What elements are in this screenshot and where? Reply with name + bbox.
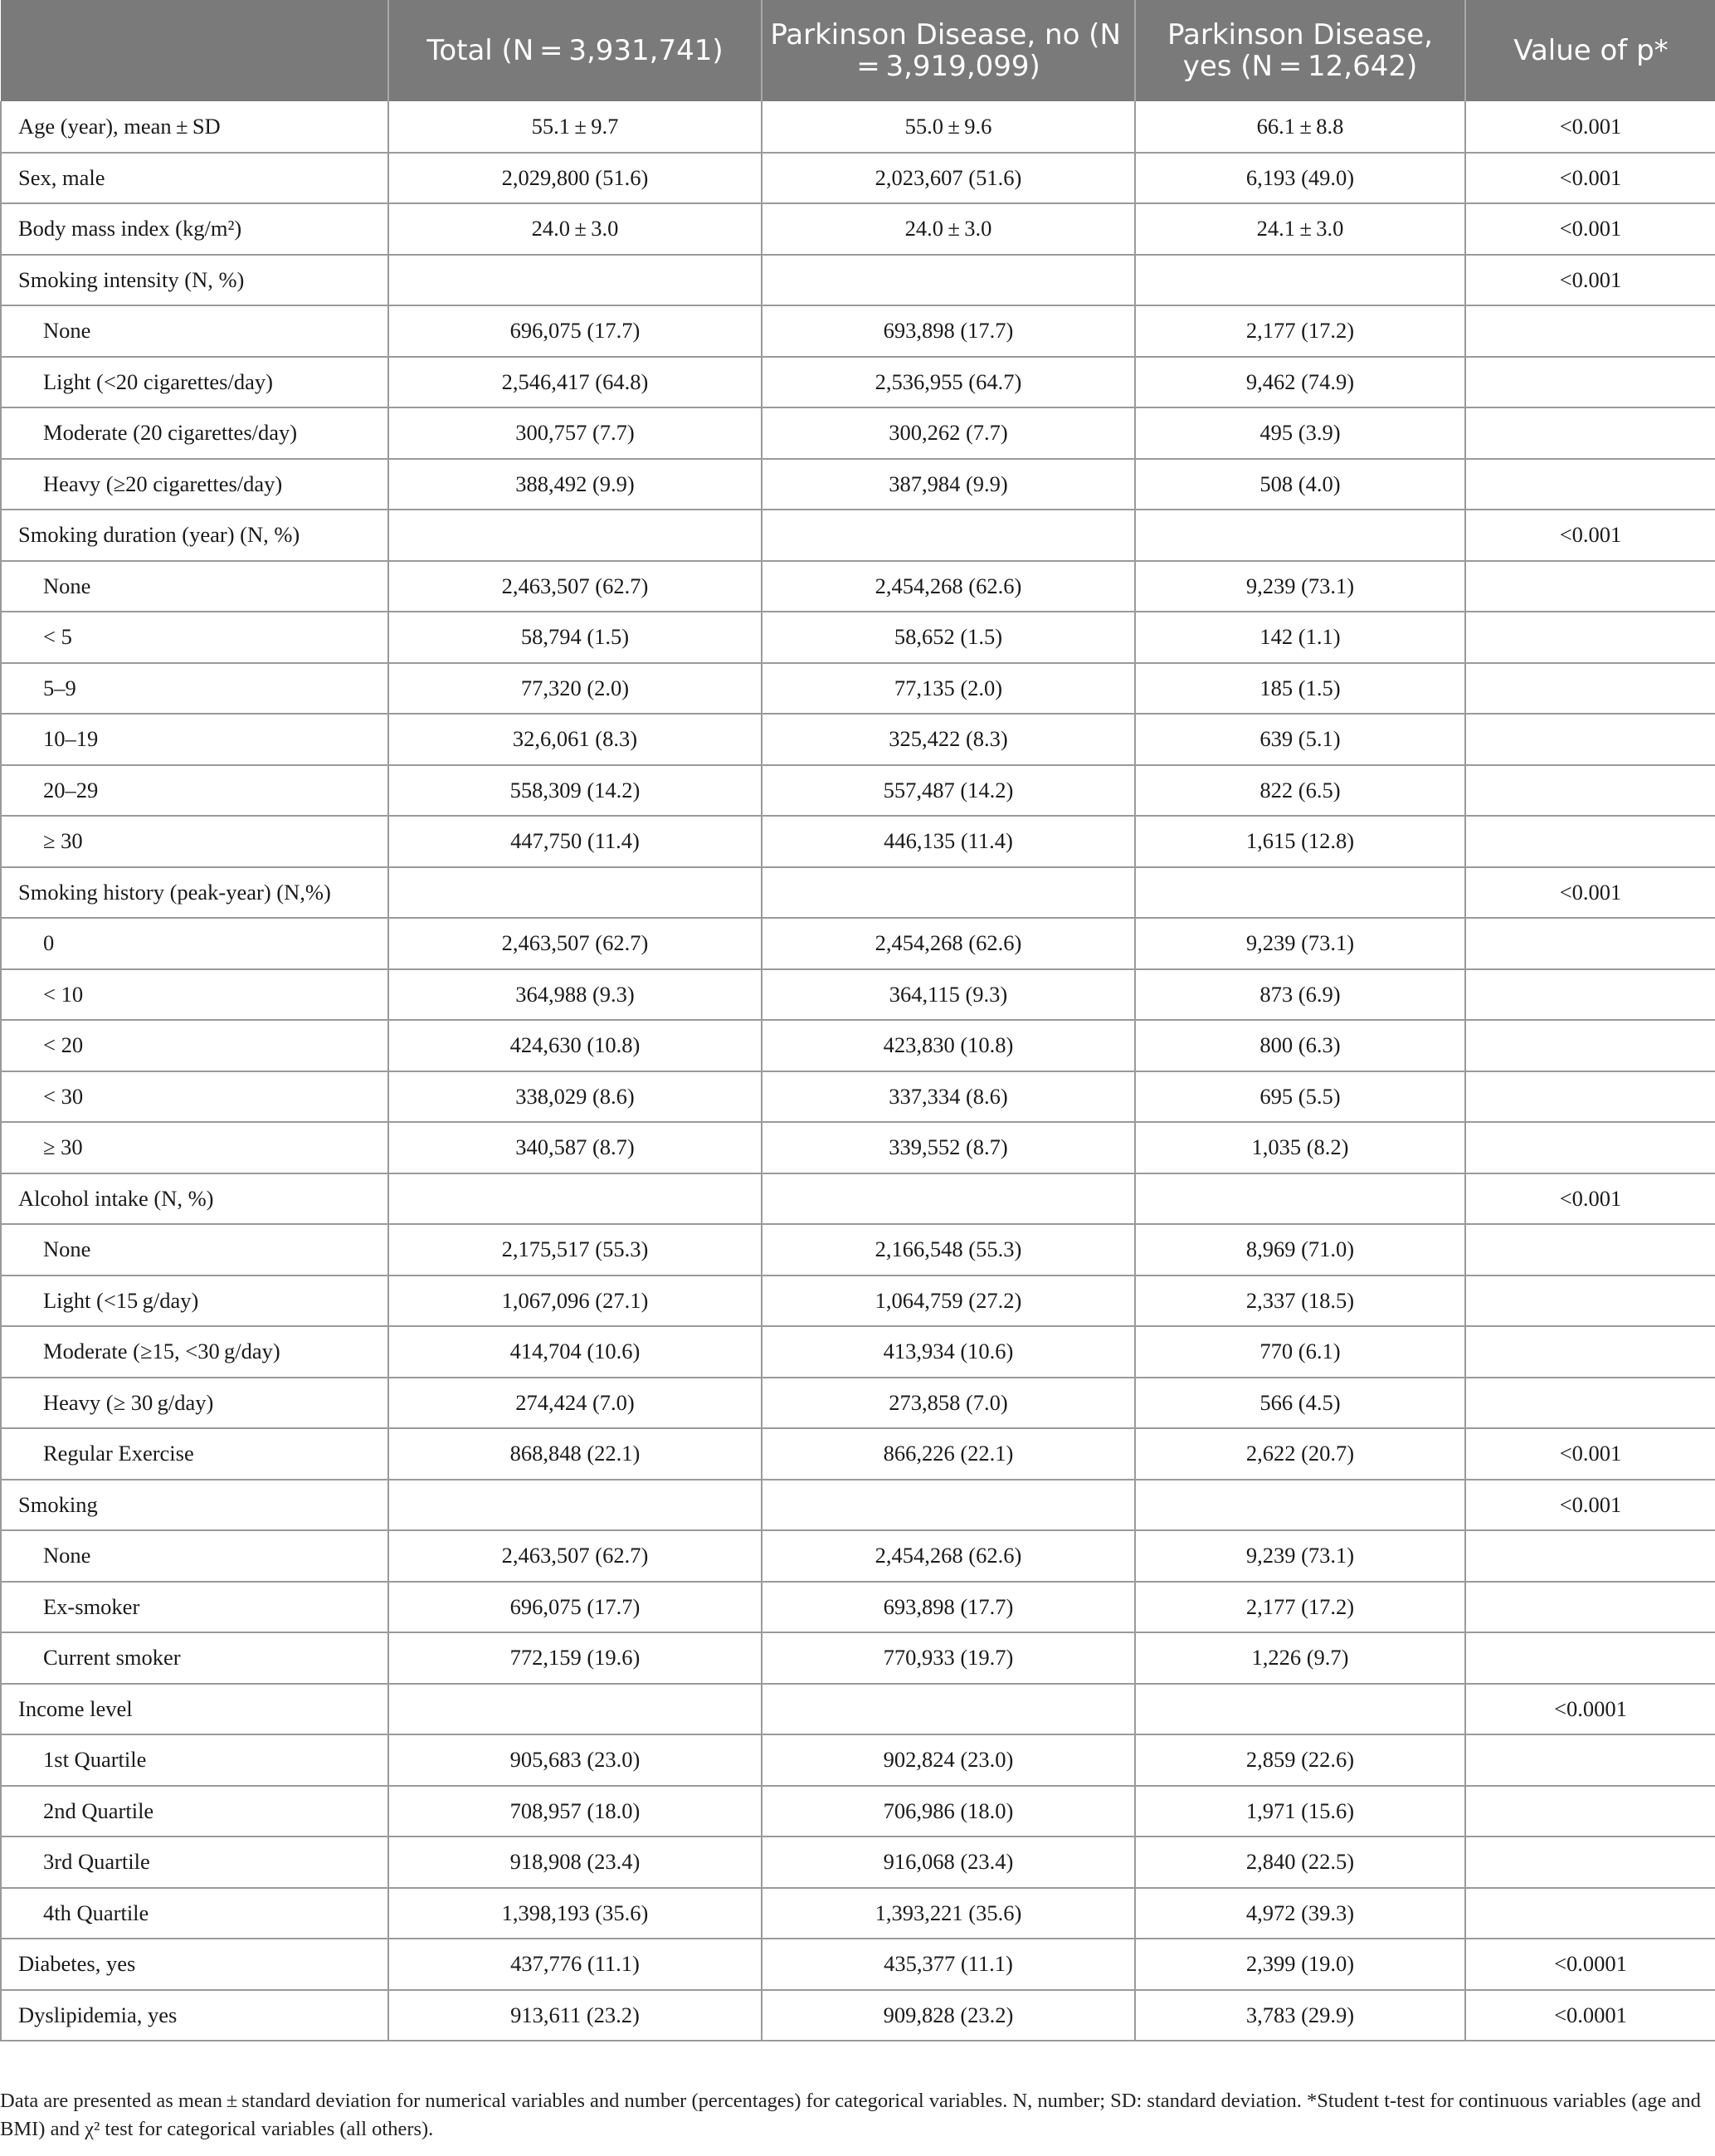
pd-no-cell: 1,393,221 (35.6) [762,1888,1135,1939]
total-cell: 2,029,800 (51.6) [388,153,762,204]
table-row [1,1530,1715,1582]
total-cell: 708,957 (18.0) [388,1786,762,1837]
pd-yes-cell: 2,337 (18.5) [1135,1276,1465,1327]
pd-yes-cell: 2,840 (22.5) [1135,1837,1465,1888]
table-row [1,1224,1715,1276]
p-value-cell [1465,1122,1715,1173]
p-value-cell: <0.001 [1465,255,1715,306]
pd-yes-cell: 2,177 (17.2) [1135,305,1465,357]
header-pd-yes: Parkinson Disease, yes (N = 12,642) [1135,0,1465,101]
pd-yes-cell: 1,971 (15.6) [1135,1786,1465,1837]
pd-no-cell: 273,858 (7.0) [762,1378,1135,1429]
table-row [1,153,1715,204]
p-value-cell [1465,714,1715,765]
p-value-cell [1465,1020,1715,1071]
table-row [1,1990,1715,2041]
pd-no-cell: 916,068 (23.4) [762,1837,1135,1888]
pd-no-cell: 325,422 (8.3) [762,714,1135,765]
variable-cell: Moderate (20 cigarettes/day) [1,407,388,459]
table-row [1,1173,1715,1225]
pd-yes-cell: 2,859 (22.6) [1135,1734,1465,1786]
total-cell: 918,908 (23.4) [388,1837,762,1888]
pd-no-cell: 2,536,955 (64.7) [762,357,1135,408]
pd-no-cell: 557,487 (14.2) [762,765,1135,817]
pd-no-cell [762,510,1135,561]
variable-cell: 0 [1,918,388,969]
table-row [1,663,1715,715]
variable-cell: Heavy (≥20 cigarettes/day) [1,459,388,510]
table-row [1,969,1715,1021]
pd-no-cell: 77,135 (2.0) [762,663,1135,715]
table-row [1,765,1715,817]
p-value-cell: <0.001 [1465,101,1715,153]
variable-cell: Heavy (≥ 30 g/day) [1,1378,388,1429]
pd-yes-cell: 822 (6.5) [1135,765,1465,817]
pd-yes-cell: 508 (4.0) [1135,459,1465,510]
variable-cell: Light (<15 g/day) [1,1276,388,1327]
total-cell: 32,6,061 (8.3) [388,714,762,765]
total-cell: 696,075 (17.7) [388,1582,762,1633]
variable-cell: < 10 [1,969,388,1021]
p-value-cell [1465,1530,1715,1582]
variable-cell: Alcohol intake (N, %) [1,1173,388,1225]
table-row [1,1837,1715,1888]
header-pd-no: Parkinson Disease, no (N = 3,919,099) [762,0,1135,101]
total-cell: 414,704 (10.6) [388,1326,762,1378]
p-value-cell [1465,407,1715,459]
total-cell: 58,794 (1.5) [388,612,762,663]
p-value-cell [1465,1071,1715,1123]
p-value-cell [1465,1632,1715,1684]
pd-yes-cell: 6,193 (49.0) [1135,153,1465,204]
variable-cell: None [1,305,388,357]
p-value-cell: <0.0001 [1465,1990,1715,2041]
pd-no-cell [762,1684,1135,1735]
pd-yes-cell: 9,239 (73.1) [1135,1530,1465,1582]
table-row [1,407,1715,459]
total-cell [388,867,762,919]
pd-yes-cell: 9,462 (74.9) [1135,357,1465,408]
pd-no-cell: 902,824 (23.0) [762,1734,1135,1786]
p-value-cell [1465,918,1715,969]
total-cell: 2,175,517 (55.3) [388,1224,762,1276]
p-value-cell [1465,1378,1715,1429]
variable-cell: Current smoker [1,1632,388,1684]
table-header-row [1,0,1715,101]
pd-yes-cell: 800 (6.3) [1135,1020,1465,1071]
pd-yes-cell: 142 (1.1) [1135,612,1465,663]
p-value-cell: <0.0001 [1465,1939,1715,1990]
pd-yes-cell: 66.1 ± 8.8 [1135,101,1465,153]
pd-no-cell: 387,984 (9.9) [762,459,1135,510]
p-value-cell [1465,1888,1715,1939]
variable-cell: < 20 [1,1020,388,1071]
variable-cell: 4th Quartile [1,1888,388,1939]
table-row [1,1428,1715,1480]
pd-yes-cell [1135,867,1465,919]
pd-no-cell: 1,064,759 (27.2) [762,1276,1135,1327]
variable-cell: None [1,1530,388,1582]
pd-no-cell: 364,115 (9.3) [762,969,1135,1021]
variable-cell: Smoking intensity (N, %) [1,255,388,306]
total-cell [388,1173,762,1225]
pd-yes-cell: 185 (1.5) [1135,663,1465,715]
pd-yes-cell: 873 (6.9) [1135,969,1465,1021]
pd-yes-cell: 695 (5.5) [1135,1071,1465,1123]
pd-no-cell: 446,135 (11.4) [762,816,1135,867]
table-row [1,816,1715,867]
table-row [1,459,1715,510]
pd-no-cell: 706,986 (18.0) [762,1786,1135,1837]
pd-no-cell: 2,023,607 (51.6) [762,153,1135,204]
pd-no-cell [762,1480,1135,1531]
table-row [1,203,1715,255]
pd-no-cell: 2,454,268 (62.6) [762,1530,1135,1582]
table-row [1,612,1715,663]
table-row [1,1734,1715,1786]
variable-cell: Sex, male [1,153,388,204]
pd-yes-cell: 1,035 (8.2) [1135,1122,1465,1173]
total-cell: 772,159 (19.6) [388,1632,762,1684]
total-cell [388,1684,762,1735]
pd-no-cell [762,1173,1135,1225]
total-cell: 364,988 (9.3) [388,969,762,1021]
variable-cell: ≥ 30 [1,1122,388,1173]
p-value-cell [1465,1786,1715,1837]
pd-yes-cell: 770 (6.1) [1135,1326,1465,1378]
pd-yes-cell [1135,1480,1465,1531]
total-cell: 696,075 (17.7) [388,305,762,357]
total-cell: 437,776 (11.1) [388,1939,762,1990]
variable-cell: 20–29 [1,765,388,817]
total-cell: 77,320 (2.0) [388,663,762,715]
pd-no-cell: 339,552 (8.7) [762,1122,1135,1173]
variable-cell: Moderate (≥15, <30 g/day) [1,1326,388,1378]
table-row [1,1326,1715,1378]
p-value-cell [1465,1224,1715,1276]
total-cell: 905,683 (23.0) [388,1734,762,1786]
total-cell: 338,029 (8.6) [388,1071,762,1123]
header-p-value: Value of p* [1465,0,1715,101]
p-value-cell [1465,1734,1715,1786]
total-cell: 558,309 (14.2) [388,765,762,817]
table-row [1,1582,1715,1633]
variable-cell: Age (year), mean ± SD [1,101,388,153]
table-row [1,1276,1715,1327]
pd-yes-cell [1135,1684,1465,1735]
p-value-cell [1465,1276,1715,1327]
variable-cell: Ex-smoker [1,1582,388,1633]
total-cell [388,255,762,306]
pd-no-cell: 58,652 (1.5) [762,612,1135,663]
total-cell [388,510,762,561]
pd-yes-cell: 2,622 (20.7) [1135,1428,1465,1480]
pd-no-cell: 2,454,268 (62.6) [762,918,1135,969]
pd-no-cell: 435,377 (11.1) [762,1939,1135,1990]
table-row [1,1684,1715,1735]
pd-no-cell: 55.0 ± 9.6 [762,101,1135,153]
p-value-cell [1465,1326,1715,1378]
table-row [1,1939,1715,1990]
variable-cell: Body mass index (kg/m²) [1,203,388,255]
p-value-cell [1465,612,1715,663]
pd-yes-cell: 9,239 (73.1) [1135,561,1465,612]
total-cell [388,1480,762,1531]
variable-cell: Light (<20 cigarettes/day) [1,357,388,408]
variable-cell: 1st Quartile [1,1734,388,1786]
p-value-cell [1465,305,1715,357]
pd-yes-cell: 639 (5.1) [1135,714,1465,765]
pd-yes-cell: 1,615 (12.8) [1135,816,1465,867]
total-cell: 1,067,096 (27.1) [388,1276,762,1327]
pd-no-cell: 413,934 (10.6) [762,1326,1135,1378]
p-value-cell: <0.001 [1465,153,1715,204]
total-cell: 2,463,507 (62.7) [388,918,762,969]
table-row [1,918,1715,969]
pd-yes-cell: 9,239 (73.1) [1135,918,1465,969]
table-row [1,1632,1715,1684]
pd-yes-cell: 566 (4.5) [1135,1378,1465,1429]
variable-cell: 5–9 [1,663,388,715]
p-value-cell [1465,969,1715,1021]
pd-no-cell: 300,262 (7.7) [762,407,1135,459]
variable-cell: Dyslipidemia, yes [1,1990,388,2041]
pd-yes-cell [1135,510,1465,561]
total-cell: 913,611 (23.2) [388,1990,762,2041]
table-row [1,510,1715,561]
p-value-cell: <0.001 [1465,1480,1715,1531]
variable-cell: 10–19 [1,714,388,765]
pd-no-cell: 2,166,548 (55.3) [762,1224,1135,1276]
variable-cell: ≥ 30 [1,816,388,867]
pd-yes-cell: 8,969 (71.0) [1135,1224,1465,1276]
total-cell: 388,492 (9.9) [388,459,762,510]
p-value-cell: <0.001 [1465,203,1715,255]
table-row [1,1378,1715,1429]
table-row [1,255,1715,306]
total-cell: 1,398,193 (35.6) [388,1888,762,1939]
total-cell: 55.1 ± 9.7 [388,101,762,153]
pd-no-cell: 337,334 (8.6) [762,1071,1135,1123]
p-value-cell [1465,765,1715,817]
variable-cell: Diabetes, yes [1,1939,388,1990]
p-value-cell [1465,663,1715,715]
variable-cell: < 30 [1,1071,388,1123]
table-row [1,357,1715,408]
table-row [1,714,1715,765]
pd-no-cell [762,255,1135,306]
total-cell: 2,463,507 (62.7) [388,561,762,612]
p-value-cell [1465,561,1715,612]
pd-yes-cell: 495 (3.9) [1135,407,1465,459]
p-value-cell: <0.0001 [1465,1684,1715,1735]
p-value-cell: <0.001 [1465,867,1715,919]
total-cell: 447,750 (11.4) [388,816,762,867]
total-cell: 340,587 (8.7) [388,1122,762,1173]
variable-cell: None [1,1224,388,1276]
pd-no-cell: 770,933 (19.7) [762,1632,1135,1684]
variable-cell: Income level [1,1684,388,1735]
table-row [1,867,1715,919]
pd-no-cell: 693,898 (17.7) [762,1582,1135,1633]
pd-yes-cell: 3,783 (29.9) [1135,1990,1465,2041]
p-value-cell: <0.001 [1465,1173,1715,1225]
table-row [1,561,1715,612]
pd-no-cell: 866,226 (22.1) [762,1428,1135,1480]
table-footnote: Data are presented as mean ± standard deviation for numerical variables and number (percentages) for categorical variables. N, number; SD: standard deviation. *Student t-test for continuous variables (age and BMI) and χ² test for categorical variables (all others). [0,2090,1701,2140]
total-cell: 2,546,417 (64.8) [388,357,762,408]
total-cell: 424,630 (10.8) [388,1020,762,1071]
total-cell: 868,848 (22.1) [388,1428,762,1480]
variable-cell: 3rd Quartile [1,1837,388,1888]
p-value-cell [1465,1837,1715,1888]
table-row [1,1888,1715,1939]
pd-yes-cell: 24.1 ± 3.0 [1135,203,1465,255]
total-cell: 300,757 (7.7) [388,407,762,459]
pd-no-cell: 2,454,268 (62.6) [762,561,1135,612]
table-row [1,1786,1715,1837]
p-value-cell [1465,459,1715,510]
pd-yes-cell [1135,1173,1465,1225]
pd-no-cell: 693,898 (17.7) [762,305,1135,357]
p-value-cell [1465,1582,1715,1633]
p-value-cell: <0.001 [1465,1428,1715,1480]
total-cell: 2,463,507 (62.7) [388,1530,762,1582]
pd-yes-cell [1135,255,1465,306]
pd-yes-cell: 2,177 (17.2) [1135,1582,1465,1633]
p-value-cell [1465,357,1715,408]
total-cell: 24.0 ± 3.0 [388,203,762,255]
variable-cell: Regular Exercise [1,1428,388,1480]
table-row [1,1071,1715,1123]
pd-yes-cell: 2,399 (19.0) [1135,1939,1465,1990]
variable-cell: None [1,561,388,612]
table-row [1,1480,1715,1531]
table-row [1,1020,1715,1071]
table-row [1,1122,1715,1173]
pd-yes-cell: 4,972 (39.3) [1135,1888,1465,1939]
variable-cell: < 5 [1,612,388,663]
pd-no-cell: 423,830 (10.8) [762,1020,1135,1071]
header-total: Total (N = 3,931,741) [388,0,762,101]
variable-cell: Smoking history (peak-year) (N,%) [1,867,388,919]
table-body [1,101,1715,2041]
pd-yes-cell: 1,226 (9.7) [1135,1632,1465,1684]
variable-cell: Smoking duration (year) (N, %) [1,510,388,561]
pd-no-cell [762,867,1135,919]
p-value-cell: <0.001 [1465,510,1715,561]
header-variable [1,0,388,101]
p-value-cell [1465,816,1715,867]
table-row [1,101,1715,153]
pd-no-cell: 24.0 ± 3.0 [762,203,1135,255]
table-row [1,305,1715,357]
pd-no-cell: 909,828 (23.2) [762,1990,1135,2041]
variable-cell: Smoking [1,1480,388,1531]
total-cell: 274,424 (7.0) [388,1378,762,1429]
variable-cell: 2nd Quartile [1,1786,388,1837]
